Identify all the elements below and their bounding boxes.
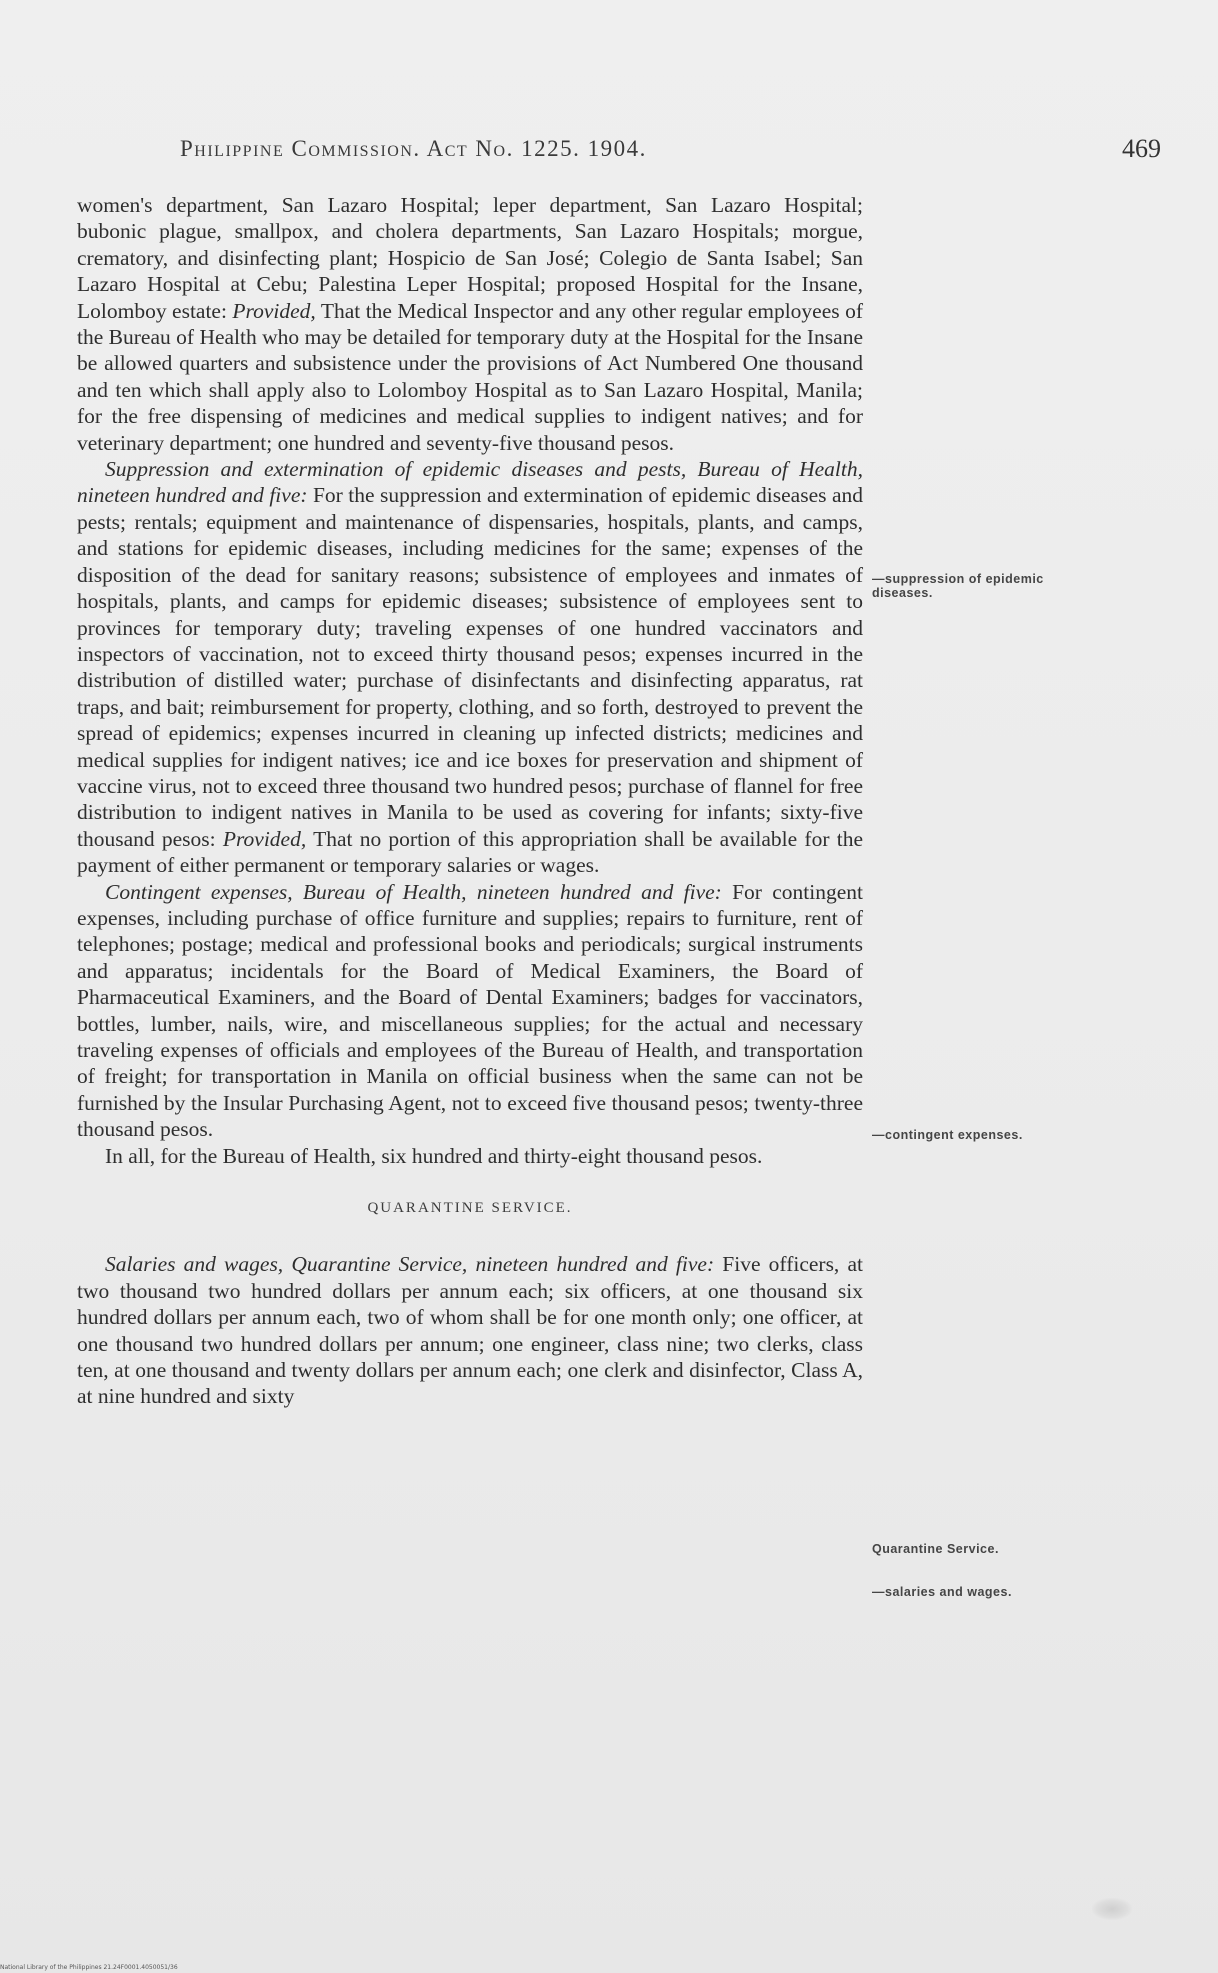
item-heading-italic: Salaries and wages, Quarantine Service, nineteen hundred and five: [105,1252,715,1277]
paragraph-text: For contingent expenses, including purchase of office furniture and supplies; repairs to furniture, rent of telephones; postage; medical and professional books and periodicals; surgical instruments and apparatus; incidentals for the Board of Medical Examiners, the Board of Pharmaceutical Examiners, and the Board of Dental Examiners; badges for vaccinators, bottles, lumber, nails, wire, and miscellaneous supplies; for the actual and necessary traveling expenses of officials and employees of the Bureau of Health, and transportation of freight; for transportation in Manila on official business when the same can not be furnished by the Insular Purchasing Agent, not to exceed five thousand pesos; twenty-three thousand pesos. [77,879,863,1142]
paragraph-hospital-list [77,192,863,456]
paragraph-total: In all, for the Bureau of Health, six hundred and thirty-eight thousand pesos. [105,1143,763,1168]
proviso-italic: Provided, [232,298,316,323]
running-head: Philippine Commission. Act No. 1225. 1904. [180,136,647,161]
paragraph-epidemic-suppression [77,456,863,879]
item-heading-italic: Contingent expenses, Bureau of Health, nineteen hundred and five: [105,879,722,904]
paragraph-contingent-expenses [77,879,863,1143]
body-text-column [77,192,863,1410]
margin-note-quarantine: Quarantine Service. [872,1542,999,1556]
paragraph-text: Five officers, at two thousand two hundred dollars per annum each; six officers, at one thousand six hundred dollars per annum each, two of whom shall be for one month only; one officer, at one thousand two hundred dollars per annum; one engineer, class nine; two clerks, class ten, at one thousand and twenty dollars per annum each; one clerk and disinfector, Class A, at nine hundred and sixty [77,1252,863,1409]
margin-note-salaries: —salaries and wages. [872,1585,1012,1599]
page-number: 469 [1122,134,1161,163]
section-heading-quarantine: QUARANTINE SERVICE. [367,1200,573,1217]
paragraph-text: women's department, San Lazaro Hospital; leper department, San Lazaro Hospital; bubonic plague, smallpox, and cholera departments, San Lazaro Hospitals; morgue, crematory, and disinfecting plant; Hospicio de San José; Colegio de Santa Isabel; San Lazaro Hospital at Cebu; Palestina Leper Hospital; proposed Hospital for the Insane, Lolomboy estate: [77,193,863,323]
item-heading-italic: Suppression and extermination of epidemic diseases and pests, Bureau of Health, nineteen hundred and five: [77,457,863,508]
margin-note-contingent: —contingent expenses. [872,1128,1023,1142]
margin-note-suppression: —suppression of epidemic diseases. [872,572,1044,600]
scan-credit: National Library of the Philippines 21.24F0001.4050051/36 [0,1964,178,1971]
paragraph-text: That the Medical Inspector and any other regular employees of the Bureau of Health who may be detailed for temporary duty at the Hospital for the Insane be allowed quarters and subsistence under the provisions of Act Numbered One thousand and ten which shall apply also to Lolomboy Hospital as to San Lazaro Hospital, Manila; for the free dispensing of medicines and medical supplies to indigent natives; and for veterinary department; one hundred and seventy-five thousand pesos. [77,298,863,455]
paragraph-quarantine-salaries [77,1251,863,1409]
paragraph-text: That no portion of this appropriation shall be available for the payment of either permanent or temporary salaries or wages. [77,826,863,878]
proviso-italic: Provided, [222,826,307,851]
paragraph-text: For the suppression and extermination of epidemic diseases and pests; rentals; equipment and maintenance of dispensaries, hospitals, plants, and camps, and stations for epidemic diseases, including medicines for the same; expenses of the disposition of the dead for sanitary reasons; subsistence of employees and inmates of hospitals, plants, and camps for epidemic diseases; subsistence of employees sent to provinces for temporary duty; traveling expenses of one hundred vaccinators and inspectors of vaccination, not to exceed thirty thousand pesos; expenses incurred in the distribution of distilled water; purchase of disinfectants and disinfecting apparatus, rat traps, and bait; reimbursement for property, clothing, and so forth, destroyed to prevent the spread of epidemics; expenses incurred in cleaning up infected districts; medicines and medical supplies for indigent natives; ice and ice boxes for preservation and shipment of vaccine virus, not to exceed three thousand two hundred pesos; purchase of flannel for free distribution to indigent natives in Manila to be used as covering for infants; sixty-five thousand pesos: [77,483,863,851]
page-smudge [1092,1898,1132,1920]
